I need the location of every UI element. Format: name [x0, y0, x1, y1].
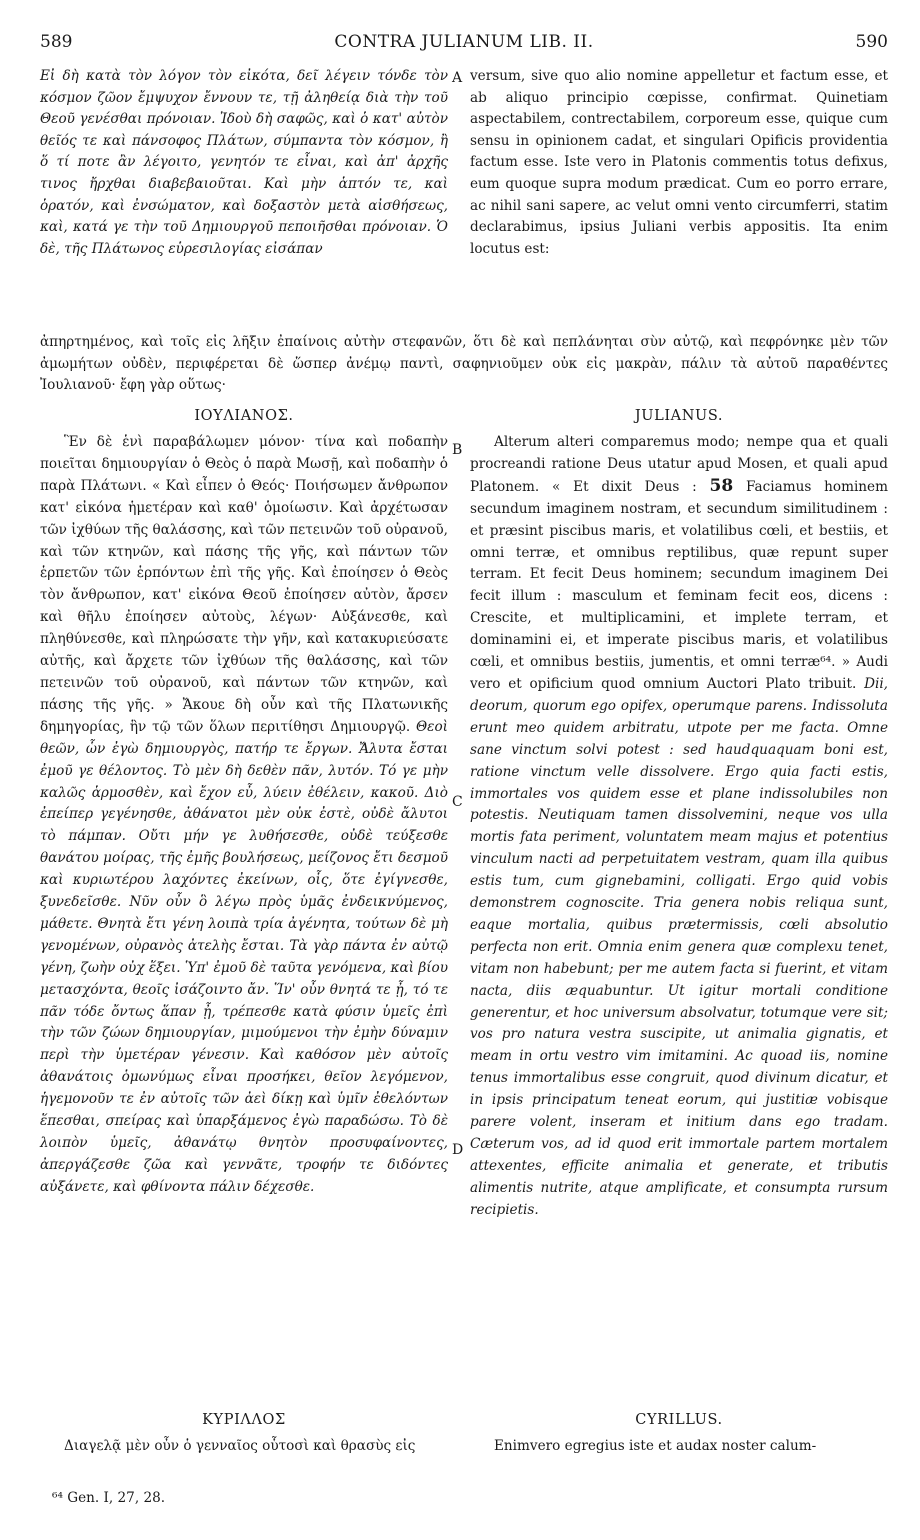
heading-kyrillos: ΚΥΡΙΛΛΟΣ: [202, 1412, 286, 1428]
latin-column-cyril: [470, 1436, 888, 1458]
latin-cyril-text: Enimvero egregius iste et audax noster calum-: [494, 1438, 817, 1454]
latin-heading-cyril: [470, 1410, 888, 1432]
latin-intro-text: versum, sive quo alio nomine appelletur et factum esse, et ab aliquo principio cœpisse, confirmat. Quinetiam aspectabilem, contrectabilem, corporeum esse, quique cum sensu in opinionem cadat, et singulari Opificis providentia factum esse. Iste vero in Platonis commentis totus defixus, eum quoque supra modum prædicat. Cum eo porro errare, ac nihil sani sapere, ac velut omni vento circumferri, statim declarabimus, ipsius Juliani verbis appositis. Ita enim locutus est:: [470, 68, 888, 257]
greek-column-cyril: [40, 1436, 448, 1458]
greek-full-text: ἀπηρτημένος, καὶ τοῖς εἰς λῆξιν ἐπαίνοις αὐτὴν στεφανῶν, ὅτι δὲ καὶ πεπλάνηται σὺν αὐτῷ, καὶ πεφρόνηκε μὲν τῶν ἀμωμήτων οὐδὲν, περιφέρεται δὲ ὥσπερ ἀνέμῳ παντὶ, σαφηνιοῦμεν οὐκ εἰς μακρὰν, πάλιν τὰ αὐτοῦ παραθέντες Ἰουλιανοῦ· ἔφη γὰρ οὕτως·: [40, 334, 888, 394]
greek-cyril-text: Διαγελᾷ μὲν οὖν ὁ γενναῖος οὗτοσὶ καὶ θρασὺς εἰς: [64, 1438, 416, 1454]
margin-number-58: 58: [709, 475, 734, 496]
footnote: ⁶⁴ Gen. I, 27, 28.: [52, 1490, 166, 1506]
latin-column-intro: [470, 66, 888, 260]
greek-intro-text: Εἰ δὴ κατὰ τὸν λόγον τὸν εἰκότα, δεῖ λέγειν τόνδε τὸν κόσμον ζῶον ἔμψυχον ἔννουν τε, τῇ ἀληθείᾳ διὰ τὴν τοῦ Θεοῦ γενέσθαι πρόνοιαν. Ἰδοὺ δὴ σαφῶς, καὶ ὁ κατ' αὐτὸν θεῖός τε καὶ πάνσοφος Πλάτων, σύμπαντα τὸν κόσμον, ἢ ὅ τί ποτε ἂν λέγοιτο, γενητόν τε εἶναι, καὶ ἀπ' ἀρχῆς τινος ἤρχθαι διαβεβαιοῦται. Καὶ μὴν ἁπτόν τε, καὶ ὁρατόν, καὶ ἐνσώματον, καὶ δοξαστὸν μετὰ αἰσθήσεως, καὶ, κατά γε τὴν τοῦ Δημιουργοῦ πεποιῆσθαι πρόνοιαν. Ὁ δὲ, τῆς Πλάτωνος εὑρεσιλογίας εἰσάπαν: [40, 68, 448, 257]
latin-column-julian: [470, 432, 888, 1222]
latin-plato-quote: Dii, deorum, quorum ego opifex, operumque parens. Indissoluta erunt meo quidem arbitratu, utpote per me facta. Omne sane vinctum solvi potest : sed haudquaquam boni est, ratione vinctum velle dissolvere. Ergo quia facti estis, immortales vos quidem esse et plane indissolubiles non potestis. Neutiquam tamen dissolvemini, neque vos ulla mortis fata periment, voluntatem meam majus et potentius vinculum nacti ad perpetuitatem vestram, quam illa quibus estis tum, cum gignebamini, colligati. Ergo quid vobis demonstrem cognoscite. Tria genera nobis reliqua sunt, eaque mortalia, quibus prætermissis, cœli absolutio perfecta non erit. Omnia enim genera quæ complexu tenet, vitam non habebunt; per me autem facta si fuerint, et vitam nacta, diis æquabuntur. Ut igitur mortali conditione generentur, et hoc universum absolvatur, totumque vere sit; vos pro natura vestra suscipite, ut animalia gignatis, et meam in ortu vestro vim imitamini. Ac quoad iis, nomine tenus immortalibus esse congruit, quod divinum dicatur, et in ipsis principatum teneat eorum, qui justitiæ vobisque parere volent, inseram et initium dans ego tradam. Cæterum vos, ad id quod erit immortale partem mortalem attexentes, efficite animalia et generate, et tributis alimentis nutrite, atque amplificate, et consumpta rursum recipietis.: [470, 675, 888, 1218]
greek-julian-paragraph: [40, 432, 448, 1199]
latin-julian-text-2: Faciamus hominem secundum imaginem nostram, et secundum similitudinem : et præsint piscibus maris, et volatilibus cœli, et bestiis, et omni terræ, et omnibus reptilibus, quæ repunt super terram. Et fecit Deus hominem; secundum imaginem Dei fecit illum : masculum et feminam fecit eos, dicens : Crescite, et multiplicamini, et implete terram, et dominamini ei, et imperate piscibus maris, et volatilibus cœli, et omnibus bestiis, jumentis, et omni terræ⁶⁴. » Audi vero et opificium quod omnium Auctori Plato tribuit.: [470, 478, 888, 692]
margin-marker-b: B: [452, 442, 463, 458]
margin-marker-a: A: [452, 70, 463, 86]
running-title: CONTRA JULIANUM LIB. II.: [334, 32, 594, 52]
heading-julianus: JULIANUS.: [634, 408, 724, 424]
greek-julian-text: Ἓν δὲ ἑνὶ παραβάλωμεν μόνον· τίνα καὶ ποδαπὴν ποιεῖται δημιουργίαν ὁ Θεὸς ὁ παρὰ Μωσῇ, καὶ ποδαπὴν ὁ παρὰ Πλάτωνι. « Καὶ εἶπεν ὁ Θεός· Ποιήσωμεν ἄνθρωπον κατ' εἰκόνα ἡμετέραν καὶ καθ' ὁμοίωσιν. Καὶ ἀρχέτωσαν τῶν ἰχθύων τῆς θαλάσσης, καὶ τῶν πετεινῶν τοῦ οὐρανοῦ, καὶ τῶν κτηνῶν, καὶ πάσης τῆς γῆς, καὶ πάντων τῶν ἑρπετῶν τῶν ἑρπόντων ἐπὶ τῆς γῆς. Καὶ ἐποίησεν ὁ Θεὸς τὸν ἄνθρωπον, κατ' εἰκόνα Θεοῦ ἐποίησεν αὐτὸν, ἄρσεν καὶ θῆλυ ἐποίησεν αὐτοὺς, λέγων· Αὐξάνεσθε, καὶ πληθύνεσθε, καὶ πληρώσατε τὴν γῆν, καὶ κατακυριεύσατε αὐτῆς, καὶ ἄρχετε τῶν ἰχθύων τῆς θαλάσσης, καὶ τῶν πετεινῶν τοῦ οὐρανοῦ, καὶ πάντων τῶν κτηνῶν, καὶ πάσης τῆς γῆς. » Ἄκουε δὴ οὖν καὶ τῆς Πλατωνικῆς δημηγορίας, ἣν τῷ τῶν ὅλων περιτίθησι Δημιουργῷ.: [40, 434, 448, 735]
heading-cyrillus: CYRILLUS.: [635, 1412, 723, 1428]
greek-heading-cyril: [40, 1410, 448, 1432]
greek-plato-quote: Θεοὶ θεῶν, ὧν ἐγὼ δημιουργὸς, πατήρ τε ἔργων. Ἄλυτα ἔσται ἐμοῦ γε θέλοντος. Τὸ μὲν δὴ δεθὲν πᾶν, λυτόν. Τό γε μὴν καλῶς ἁρμοσθὲν, καὶ ἔχον εὖ, λύειν ἐθέλειν, κακοῦ. Διὸ ἐπείπερ γεγένησθε, ἀθάνατοι μὲν οὐκ ἐστὲ, οὐδὲ ἄλυτοι τὸ πάμπαν. Οὔτι μήν γε λυθήσεσθε, οὐδὲ τεύξεσθε θανάτου μοίρας, τῆς ἐμῆς βουλήσεως, μείζονος ἔτι δεσμοῦ καὶ κυριωτέρου λαχόντες ἐκείνων, οἷς, ὅτε ἐγίγνεσθε, ξυνεδεῖσθε. Νῦν οὖν ὃ λέγω πρὸς ὑμᾶς ἐνδεικνύμενος, μάθετε. Θνητὰ ἔτι γένη λοιπὰ τρία ἀγένητα, τούτων δὲ μὴ γενομένων, οὐρανὸς ἀτελὴς ἔσται. Τὰ γὰρ πάντα ἐν αὐτῷ γένη, ζωὴν οὐχ ἕξει. Ὑπ' ἐμοῦ δὲ ταῦτα γενόμενα, καὶ βίου μετασχόντα, θεοῖς ἰσάζοιντο ἄν. Ἵν' οὖν θνητά τε ᾖ, τό τε πᾶν τόδε ὄντως ἅπαν ᾖ, τρέπεσθε κατὰ φύσιν ὑμεῖς ἐπὶ τὴν τῶν ζώων δημιουργίαν, μιμούμενοι τὴν ἐμὴν δύναμιν περὶ τὴν ὑμετέραν γένεσιν. Καὶ καθόσον μὲν αὐτοῖς ἀθανάτοις ὁμωνύμως εἶναι προσήκει, θεῖον λεγόμενον, ἡγεμονοῦν τε ἐν αὐτοῖς τῶν ἀεὶ δίκῃ καὶ ὑμῖν ἐθελόντων ἕπεσθαι, σπείρας καὶ ὑπαρξάμενος ἐγὼ παραδώσω. Τὸ δὲ λοιπὸν ὑμεῖς, ἀθανάτῳ θνητὸν προσυφαίνοντες, ἀπεργάζεσθε ζῶα καὶ γεννᾶτε, τροφήν τε διδόντες αὐξάνετε, καὶ φθίνοντα πάλιν δέχεσθε.: [40, 718, 448, 1195]
latin-julian-paragraph: [470, 432, 888, 1222]
latin-heading-julian: [470, 406, 888, 428]
page: [40, 32, 888, 1522]
greek-full-width: [40, 332, 888, 397]
margin-marker-d: D: [452, 1142, 464, 1158]
greek-heading-julian: [40, 406, 448, 428]
heading-ioulianos: ΙΟΥΛΙΑΝΟΣ.: [194, 408, 294, 424]
greek-column-intro: [40, 66, 448, 260]
page-number-left: 589: [40, 32, 73, 52]
page-header: [40, 32, 888, 62]
greek-column-julian: [40, 432, 448, 1199]
latin-julian-text-1: Alterum alteri comparemus modo; nempe qua et quali procreandi ratione Deus utatur apud Mosen, et quali apud Platonem. « Et dixit Deus :: [470, 434, 888, 495]
page-number-right: 590: [855, 32, 888, 52]
margin-marker-c: C: [452, 794, 463, 810]
